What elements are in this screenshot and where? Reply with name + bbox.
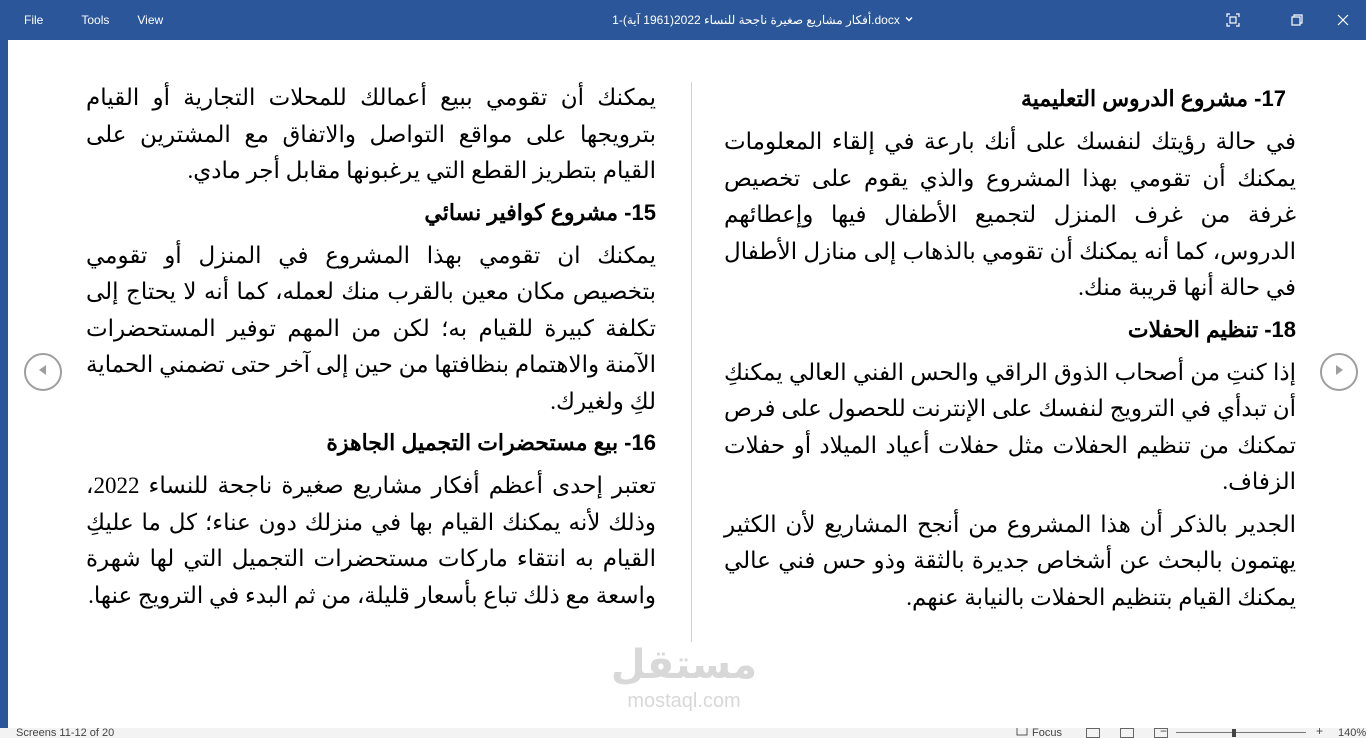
paragraph-15: يمكنك ان تقومي بهذا المشروع في المنزل أو تقومي بتخصيص مكان معين بالقرب منك لعمله، كما أنه لا يحتاج إلى تكلفة كبيرة للقيام به؛ لكن من المهم توفير المستحضرات الآمنة والاهتمام بنظافتها من حين إلى آخر حتى تضمني الحماية لكِ ولغيرك. xyxy=(86,242,656,414)
focus-label: Focus xyxy=(1032,728,1062,738)
restore-icon[interactable] xyxy=(1274,0,1320,40)
menu-view[interactable]: View xyxy=(137,13,164,27)
read-mode-icon[interactable] xyxy=(1086,728,1100,738)
text-column-right xyxy=(724,80,1296,622)
next-page-button[interactable] xyxy=(1320,353,1358,391)
window-controls xyxy=(1210,0,1366,40)
zoom-in-button[interactable]: + xyxy=(1316,728,1324,738)
fit-screen-icon[interactable] xyxy=(1210,0,1256,40)
heading-18: 18- تنظيم الحفلات xyxy=(1127,316,1296,342)
heading-17: 17- مشروع الدروس التعليمية xyxy=(1020,86,1286,111)
screen-counter: Screens 11-12 of 20 xyxy=(16,728,115,738)
view-switcher xyxy=(1086,728,1168,738)
window-left-edge xyxy=(0,40,8,738)
paragraph-17: في حالة رؤيتك لنفسك على أنك بارعة في إلقاء المعلومات يمكنك أن تقومي بهذا المشروع والذي يقوم على تخصيص غرفة من غرف المنزل لتجميع الأطفال فيها وإعطائهم الدروس، كما أنه يمكنك أن تقومي بالذهاب إلى منازل الأطفال في حالة أنها قريبة منك. xyxy=(724,129,1296,300)
zoom-slider-thumb[interactable] xyxy=(1232,729,1236,737)
watermark-arabic: مستقل xyxy=(610,642,758,688)
watermark-latin: mostaql.com xyxy=(627,690,741,712)
menu-bar xyxy=(0,0,177,40)
document-title-button[interactable] xyxy=(452,0,914,42)
heading-16: 16- بيع مستحضرات التجميل الجاهزة xyxy=(326,430,656,455)
document-title-area xyxy=(0,0,1366,40)
document-title: أفكار مشاريع صغيرة ناجحة للنساء 2022(1961 آية)-1.docx xyxy=(612,13,900,27)
paragraph-16: تعتبر إحدى أعظم أفكار مشاريع صغيرة ناجحة للنساء 2022، وذلك لأنه يمكنك القيام بها في منزلك دون عناء؛ كل ما عليكِ القيام به انتقاء ماركات مستحضرات التجميل التي لها شهرة واسعة مع ذلك تباع بأسعار قليلة، من ثم البدء في الترويج عنها. xyxy=(86,473,656,608)
zoom-out-button[interactable]: − xyxy=(1160,728,1168,738)
paragraph-18a: إذا كنتِ من أصحاب الذوق الراقي والحس الفني العالي يمكنكِ أن تبدأي في الترويج لنفسك على الإنترنت للحصول على فرص تمكنك من تنظيم الحفلات مثل حفلات أعياد الميلاد أو حفلات الزفاف. xyxy=(724,359,1296,494)
zoom-slider[interactable] xyxy=(1176,732,1306,733)
focus-icon xyxy=(1016,728,1028,738)
column-divider xyxy=(691,82,692,642)
title-bar xyxy=(0,0,1366,40)
print-layout-icon[interactable] xyxy=(1120,728,1134,738)
paragraph-14: يمكنك أن تقومي ببيع أعمالك للمحلات التجارية أو القيام بترويجها على مواقع التواصل والاتفاق مع المشترين على القيام بتطريز القطع التي يرغبونها مقابل أجر مادي. xyxy=(86,85,656,183)
zoom-level[interactable]: 140% xyxy=(1338,728,1366,738)
previous-page-button[interactable] xyxy=(24,353,62,391)
menu-tools[interactable]: Tools xyxy=(81,13,110,27)
text-column-left xyxy=(86,80,656,620)
close-icon[interactable] xyxy=(1320,0,1366,40)
chevron-left-icon xyxy=(36,363,50,382)
chevron-right-icon xyxy=(1332,363,1346,382)
focus-button[interactable] xyxy=(1016,728,1062,738)
heading-15: 15- مشروع كوافير نسائي xyxy=(424,199,656,225)
chevron-down-icon xyxy=(904,2,914,42)
paragraph-18b: الجدير بالذكر أن هذا المشروع من أنجح المشاريع لأن الكثير يهتمون بالبحث عن أشخاص جديرة بالثقة وذو حس فني عالي يمكنك القيام بتنظيم الحفلات بالنيابة عنهم. xyxy=(724,511,1296,610)
menu-file[interactable]: File xyxy=(24,13,44,27)
status-bar xyxy=(0,728,1366,738)
watermark-logo xyxy=(596,640,772,726)
